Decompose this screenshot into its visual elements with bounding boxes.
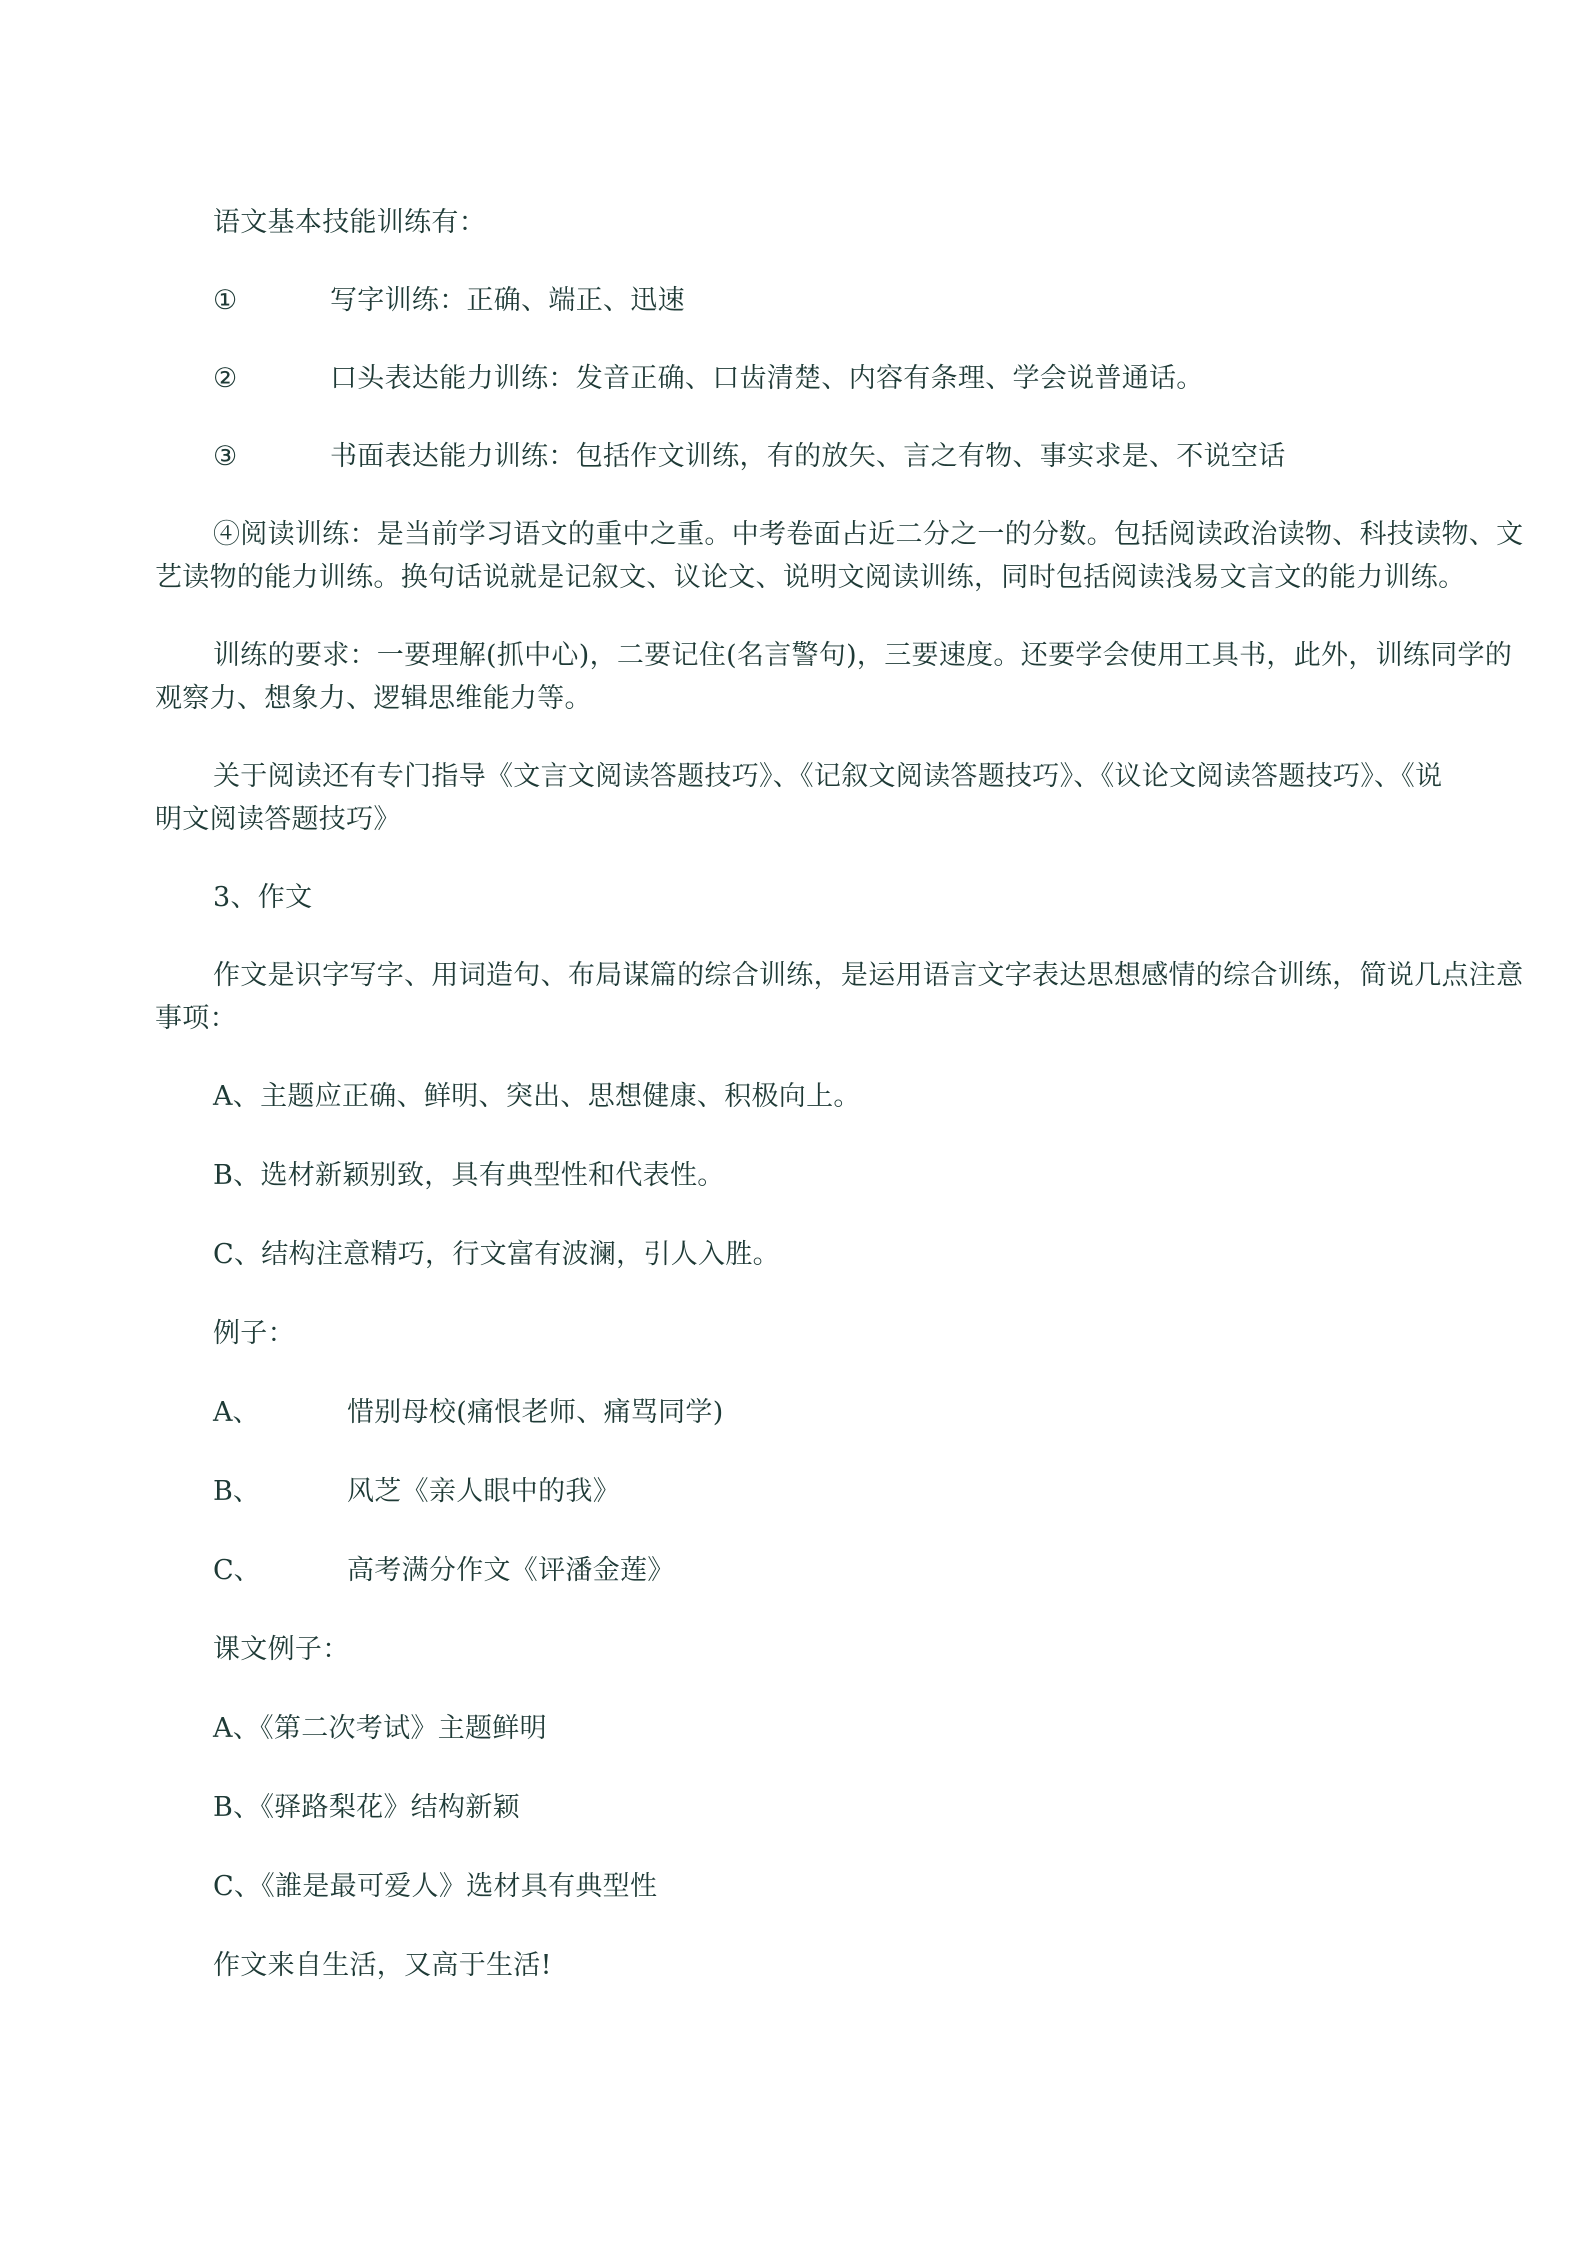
skill-marker-3: ③ xyxy=(213,441,238,472)
example-marker-a: A、 xyxy=(213,1397,260,1428)
guidance-line-2: 明文阅读答题技巧》 xyxy=(155,804,401,835)
example-marker-b: B、 xyxy=(213,1476,260,1507)
skill-marker-1: ① xyxy=(213,285,238,316)
text-example-a: A、《第二次考试》主题鲜明 xyxy=(213,1713,547,1744)
section-heading: 3、作文 xyxy=(213,882,313,913)
example-a: 惜别母校(痛恨老师、痛骂同学) xyxy=(347,1397,724,1428)
skill-item-3: 书面表达能力训练：包括作文训练，有的放矢、言之有物、事实求是、不说空话 xyxy=(330,441,1286,472)
example-b: 风芝《亲人眼中的我》 xyxy=(347,1476,620,1507)
text-example-c: C、《誰是最可爱人》选材具有典型性 xyxy=(213,1871,658,1902)
closing-line: 作文来自生活，又高于生活! xyxy=(213,1950,552,1981)
skill-item-1: 写字训练：正确、端正、迅速 xyxy=(330,285,685,316)
essay-intro-line-2: 事项： xyxy=(155,1003,237,1034)
text-examples-label: 课文例子： xyxy=(213,1634,350,1665)
skill-item-2: 口头表达能力训练：发音正确、口齿清楚、内容有条理、学会说普通话。 xyxy=(330,363,1204,394)
essay-intro-line-1: 作文是识字写字、用词造句、布局谋篇的综合训练，是运用语言文字表达思想感情的综合训练，简说几点注意 xyxy=(213,960,1524,991)
examples-label: 例子： xyxy=(213,1318,295,1349)
reading-line-1: ④阅读训练：是当前学习语文的重中之重。中考卷面占近二分之一的分数。包括阅读政治读物、科技读物、文 xyxy=(213,519,1524,550)
reading-line-2: 艺读物的能力训练。换句话说就是记叙文、议论文、说明文阅读训练，同时包括阅读浅易文言文的能力训练。 xyxy=(155,562,1466,593)
example-marker-c: C、 xyxy=(213,1555,261,1586)
example-c: 高考满分作文《评潘金莲》 xyxy=(347,1555,675,1586)
point-b: B、选材新颖别致，具有典型性和代表性。 xyxy=(213,1160,725,1191)
intro-line: 语文基本技能训练有： xyxy=(213,207,486,238)
requirements-line-2: 观察力、想象力、逻辑思维能力等。 xyxy=(155,683,592,714)
requirements-line-1: 训练的要求：一要理解(抓中心)，二要记住(名言警句)，三要速度。还要学会使用工具书，此外，训练同学的 xyxy=(213,640,1513,671)
skill-marker-2: ② xyxy=(213,363,238,394)
text-example-b: B、《驿路梨花》结构新颖 xyxy=(213,1792,520,1823)
point-c: C、结构注意精巧，行文富有波澜，引人入胜。 xyxy=(213,1239,780,1270)
guidance-line-1: 关于阅读还有专门指导《文言文阅读答题技巧》、《记叙文阅读答题技巧》、《议论文阅读答题技巧》、《说 xyxy=(213,761,1443,792)
point-a: A、主题应正确、鲜明、突出、思想健康、积极向上。 xyxy=(213,1081,861,1112)
